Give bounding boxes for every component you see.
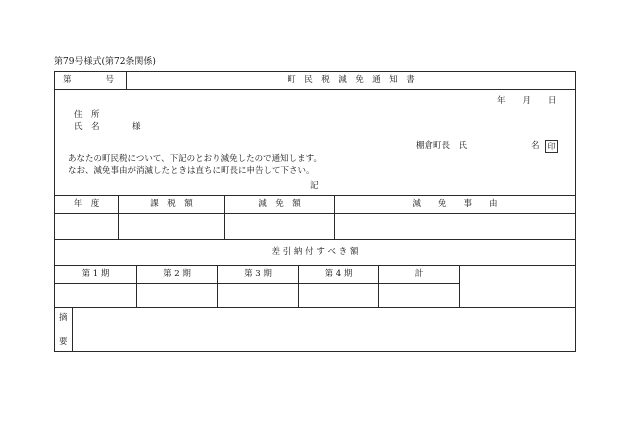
frame-top-border — [54, 71, 576, 72]
document-title: 町 民 税 減 免 通 知 書 — [287, 75, 415, 85]
frame-bottom-border — [54, 351, 576, 352]
remarks-label-top: 摘 — [59, 313, 68, 323]
table2-col-divider-5 — [459, 265, 460, 307]
table1-top-border — [54, 195, 576, 196]
address-label: 住 所 — [74, 110, 100, 120]
notice-number-label: 第 号 — [63, 75, 115, 85]
date-line: 年 月 日 — [497, 96, 557, 106]
title-row-divider — [54, 89, 576, 90]
total-header: 計 — [414, 269, 424, 279]
period-2-header: 第 2 期 — [163, 269, 191, 279]
reduction-reason-header: 減 免 事 由 — [412, 199, 498, 209]
ki-mark: 記 — [310, 181, 319, 191]
form-number-label: 第79号様式(第72条関係) — [54, 57, 156, 67]
table2-bottom-border — [54, 307, 576, 308]
frame-left-border — [54, 71, 55, 352]
period-1-header: 第 1 期 — [81, 269, 110, 279]
remarks-col-divider — [72, 307, 73, 351]
table2-top-border — [54, 265, 576, 266]
name-label: 氏 名 — [74, 122, 100, 132]
table2-header-divider — [54, 283, 460, 284]
official-seal-mark: 印 — [545, 140, 558, 153]
taxable-amount-header: 課 税 額 — [150, 199, 193, 209]
notice-body-line-1: あなたの町民税について、下記のとおり減免したので通知します。 — [68, 154, 322, 164]
frame-right-border — [575, 71, 576, 352]
period-4-header: 第 4 期 — [324, 269, 353, 279]
mayor-name-suffix: 名 — [531, 141, 540, 151]
remarks-label-bottom: 要 — [59, 337, 68, 347]
mayor-name-label: 棚倉町長 氏 — [416, 141, 468, 151]
honorific-sama: 様 — [132, 122, 141, 132]
reduction-amount-header: 減 免 額 — [258, 199, 301, 209]
period-3-header: 第 3 期 — [244, 269, 272, 279]
table1-header-divider — [54, 213, 576, 214]
notice-body-line-2: なお、減免事由が消滅したときは直ちに町長に申告して下さい。 — [68, 166, 315, 176]
fiscal-year-header: 年 度 — [73, 199, 100, 209]
table1-bottom-border — [54, 239, 576, 240]
net-amount-label: 差 引 納 付 す べ き 額 — [271, 247, 359, 257]
